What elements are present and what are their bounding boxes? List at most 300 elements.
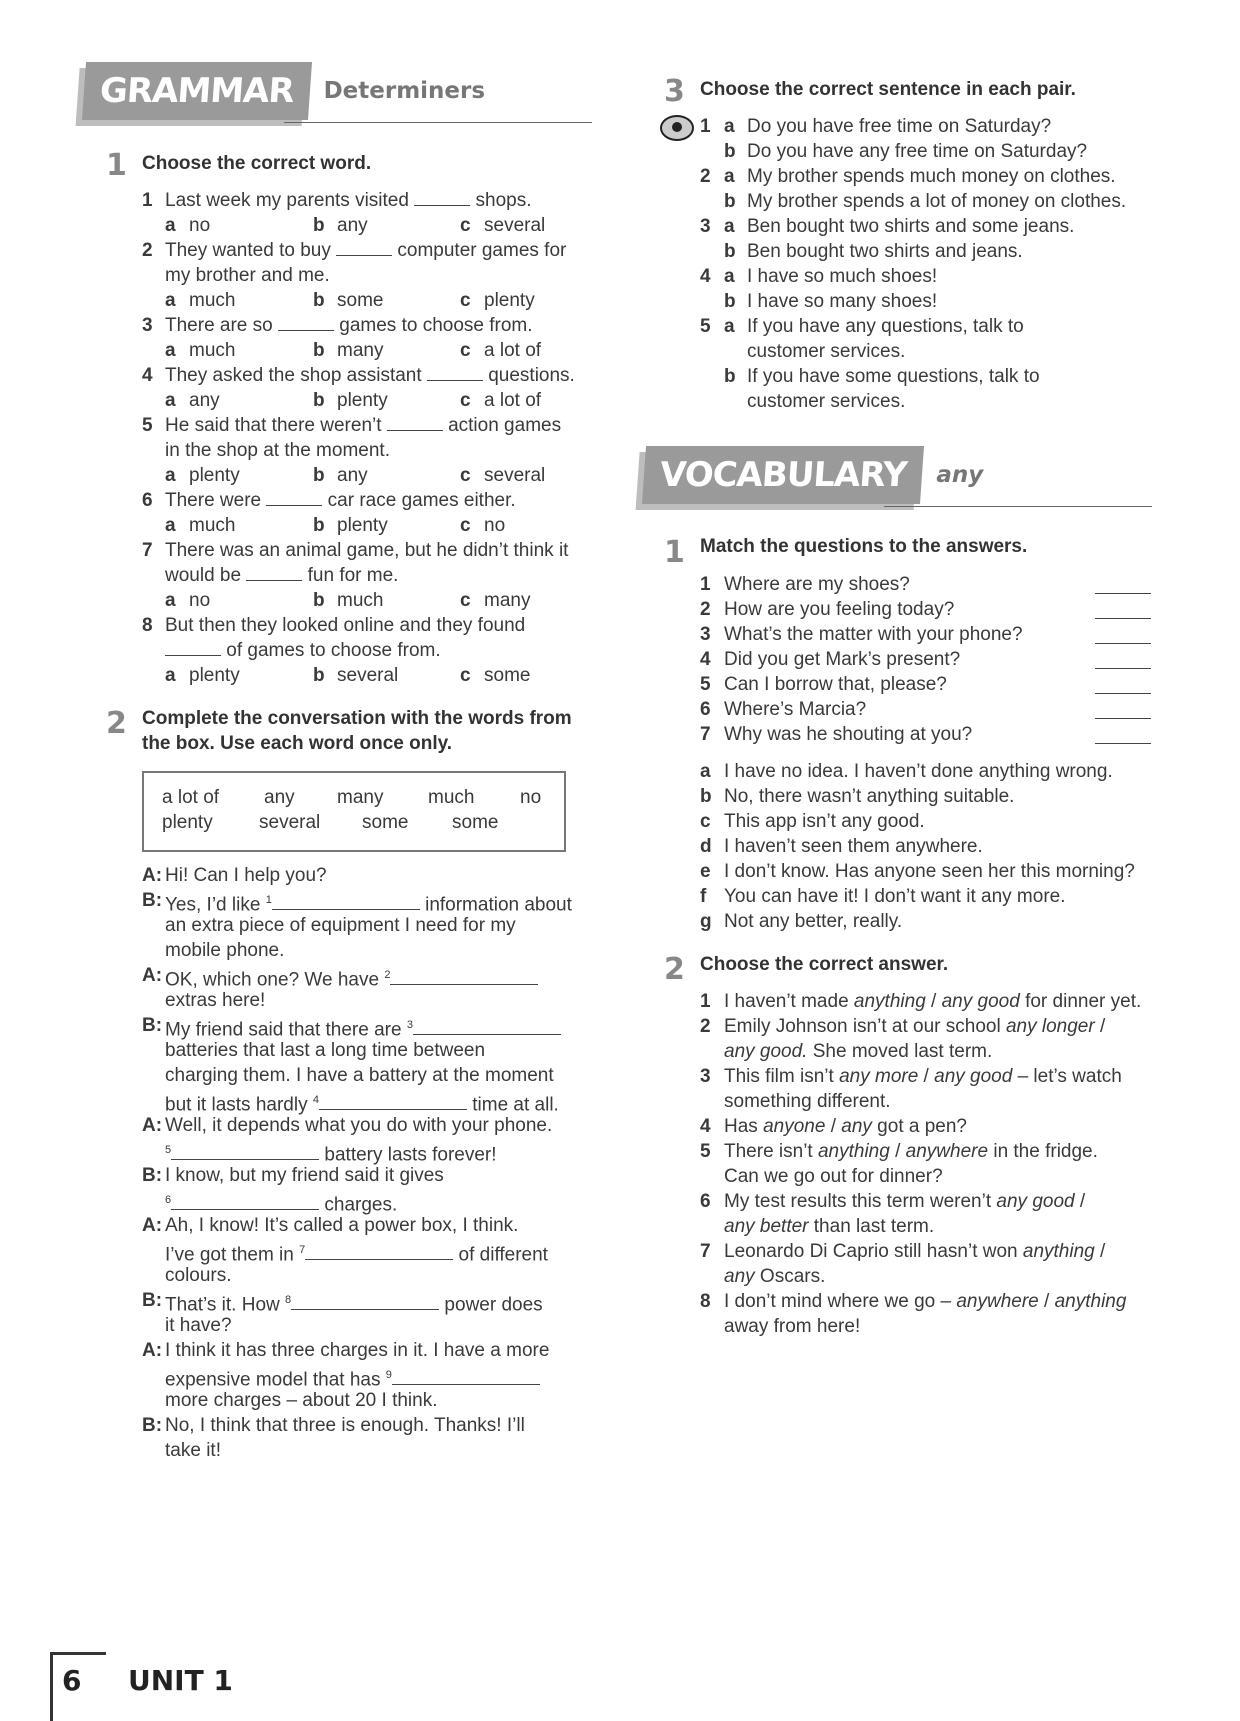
pair-letter: b [724, 291, 736, 312]
item-number: 5 [700, 1141, 711, 1162]
dialog-text: but it lasts hardly [165, 1094, 313, 1116]
choice-option[interactable]: any good [996, 1191, 1075, 1212]
option-letter: a [165, 465, 176, 486]
item-text: They asked the shop assistant [165, 365, 427, 386]
choice-option[interactable]: any [841, 1116, 872, 1137]
item-text: action games [448, 415, 562, 436]
answer-text: This app isn’t any good. [724, 811, 925, 832]
box-word: much [428, 787, 475, 808]
item-text: for dinner yet. [1019, 991, 1142, 1012]
pair-number: 5 [700, 316, 711, 337]
option-letter: c [460, 465, 471, 486]
grammar-ex1-number: 1 [106, 148, 127, 183]
choice-option[interactable]: anything [1054, 1291, 1127, 1312]
item-line [724, 1014, 1105, 1039]
item-7-number: 7 [142, 540, 153, 561]
speaker-label: B: [142, 1165, 163, 1186]
unit-label: UNIT 1 [128, 1664, 233, 1697]
option-letter: b [313, 290, 325, 311]
answer-blank[interactable] [171, 1144, 319, 1160]
item-text: computer games for [397, 240, 567, 261]
dialog-text: That’s it. How [165, 1294, 286, 1316]
grammar-ex2-number: 2 [106, 706, 127, 741]
option-letter: a [165, 215, 176, 236]
answer-blank[interactable] [171, 1194, 319, 1210]
item-number: 8 [700, 1291, 711, 1312]
answer-letter: f [700, 886, 707, 907]
pair-letter: a [724, 316, 735, 337]
answer-text: No, there wasn’t anything suitable. [724, 786, 1015, 807]
dialog-line [165, 1113, 552, 1138]
question-number: 2 [700, 599, 711, 620]
option-letter: b [313, 590, 325, 611]
answer-letter: g [700, 911, 712, 932]
choice-option[interactable]: anything [817, 1141, 890, 1162]
item-text: car race games either. [327, 490, 516, 511]
dialog-text: batteries that last a long time between [165, 1040, 486, 1061]
dialog-text: information about [419, 894, 572, 916]
item-text: There isn’t [724, 1141, 818, 1162]
question-text: Can I borrow that, please? [724, 674, 947, 695]
option-letter: b [313, 665, 325, 686]
answer-blank[interactable] [413, 1019, 561, 1035]
item-text: questions. [488, 365, 575, 386]
answer-blank[interactable] [305, 1244, 453, 1260]
option-b: plenty [337, 515, 388, 536]
dialog-text: Yes, I’d like [165, 894, 266, 916]
question-number: 3 [700, 624, 711, 645]
box-word: several [259, 812, 321, 833]
item-text: I haven’t made [724, 991, 854, 1012]
item-1-line [165, 188, 531, 213]
grammar-subtitle: Determiners [323, 78, 486, 104]
sentence-option[interactable]: My brother spends a lot of money on clothes. [747, 191, 1127, 212]
footer-rule-horizontal [50, 1652, 106, 1655]
item-8-number: 8 [142, 615, 153, 636]
grammar-tag: GRAMMAR [82, 62, 312, 120]
pair-letter: a [724, 116, 735, 137]
item-text: He said that there weren’t [165, 415, 387, 436]
choice-option[interactable]: any good [941, 991, 1020, 1012]
dialog-line [165, 1413, 525, 1438]
dialog-text: Hi! Can I help you? [165, 865, 327, 886]
question-number: 7 [700, 724, 711, 745]
pair-letter: a [724, 216, 735, 237]
dialog-text: of different [453, 1244, 548, 1266]
dialog-text: Well, it depends what you do with your phone. [165, 1115, 553, 1136]
answer-blank[interactable] [272, 894, 420, 910]
gap-number: 4 [312, 1094, 319, 1106]
vocabulary-rule [884, 506, 1152, 507]
vocabulary-banner [644, 446, 983, 504]
option-letter: c [460, 590, 471, 611]
answer-letter: b [700, 786, 712, 807]
answer-blank[interactable] [427, 365, 483, 381]
choice-option[interactable]: anyone [763, 1116, 826, 1137]
answer-text: I haven’t seen them anywhere. [724, 836, 983, 857]
example-eye-icon [660, 115, 694, 141]
item-text: than last term. [808, 1216, 935, 1237]
item-text: Can we go out for dinner? [724, 1166, 943, 1187]
sentence-option[interactable]: If you have some questions, talk to [747, 366, 1040, 387]
choice-option[interactable]: anything [853, 991, 926, 1012]
item-text: / [825, 1116, 842, 1137]
item-text: / [1094, 1241, 1106, 1262]
choice-option[interactable]: anywhere [905, 1141, 989, 1162]
option-letter: b [313, 465, 325, 486]
dialog-text: it have? [165, 1315, 232, 1336]
speaker-label: A: [142, 965, 163, 986]
item-text: in the shop at the moment. [165, 440, 390, 461]
question-number: 6 [700, 699, 711, 720]
option-letter: a [165, 515, 176, 536]
answer-text: Not any better, really. [724, 911, 903, 932]
item-text: / [1074, 1191, 1086, 1212]
dialog-line [165, 1063, 554, 1088]
option-letter: b [313, 215, 325, 236]
choice-option[interactable]: any more [839, 1066, 919, 1087]
box-word: some [452, 812, 499, 833]
vocabulary-tag: VOCABULARY [642, 446, 924, 504]
item-line [724, 1239, 1105, 1264]
dialog-line [165, 913, 516, 938]
page-number: 6 [62, 1664, 82, 1697]
option-a: much [189, 515, 236, 536]
item-8-line [165, 638, 441, 663]
item-line [724, 1289, 1126, 1314]
grammar-ex2-title-line2: the box. Use each word once only. [142, 733, 453, 754]
dialog-text: mobile phone. [165, 940, 285, 961]
match-answer-blank[interactable] [1095, 718, 1151, 719]
dialog-text: an extra piece of equipment I need for my [165, 915, 516, 936]
speaker-label: A: [142, 1115, 163, 1136]
question-text: Why was he shouting at you? [724, 724, 973, 745]
answer-letter: e [700, 861, 711, 882]
item-5-number: 5 [142, 415, 153, 436]
dialog-text: charges. [319, 1194, 398, 1216]
item-line [724, 1264, 825, 1289]
option-b: much [337, 590, 384, 611]
option-a: no [189, 590, 211, 611]
item-text: This film isn’t [724, 1066, 840, 1087]
question-number: 4 [700, 649, 711, 670]
item-text: Has [724, 1116, 764, 1137]
item-text: / [1038, 1291, 1055, 1312]
sentence-option[interactable]: My brother spends much money on clothes. [747, 166, 1116, 187]
choice-option[interactable]: any good [934, 1066, 1013, 1087]
item-4-number: 4 [142, 365, 153, 386]
item-text: Emily Johnson isn’t at our school [724, 1016, 1006, 1037]
gap-number: 3 [406, 1019, 413, 1031]
answer-blank[interactable] [319, 1094, 467, 1110]
option-letter: a [165, 390, 176, 411]
item-number: 1 [700, 991, 711, 1012]
answer-letter: a [700, 761, 711, 782]
answer-blank[interactable] [336, 240, 392, 256]
grammar-rule [284, 122, 592, 123]
dialog-line [165, 938, 284, 963]
option-letter: c [460, 515, 471, 536]
match-answer-blank[interactable] [1095, 743, 1151, 744]
option-a: much [189, 290, 236, 311]
gap-number: 1 [265, 894, 272, 906]
pair-letter: a [724, 266, 735, 287]
box-word: a lot of [162, 787, 220, 808]
answer-blank[interactable] [414, 190, 470, 206]
match-answer-blank[interactable] [1095, 668, 1151, 669]
dialog-text: No, I think that three is enough. Thanks! I’ll [165, 1415, 525, 1436]
pair-letter: a [724, 166, 735, 187]
dialog-text: take it! [165, 1440, 221, 1461]
dialog-text: extras here! [165, 990, 266, 1011]
dialog-line [165, 1038, 485, 1063]
choice-option[interactable]: anywhere [956, 1291, 1039, 1312]
box-word: no [520, 787, 542, 808]
gap-number: 8 [285, 1294, 292, 1306]
choice-option[interactable]: any good. [724, 1041, 808, 1062]
answer-blank[interactable] [278, 315, 334, 331]
question-text: How are you feeling today? [724, 599, 955, 620]
item-2-line [165, 238, 566, 263]
item-text: They wanted to buy [165, 240, 337, 261]
box-word: many [337, 787, 384, 808]
option-a: plenty [189, 465, 240, 486]
dialog-line [165, 1388, 438, 1413]
answer-blank[interactable] [246, 565, 302, 581]
speaker-label: B: [142, 1290, 163, 1311]
item-text: – let’s watch [1012, 1066, 1122, 1087]
sentence-option[interactable]: If you have any questions, talk to [747, 316, 1024, 337]
dialog-line [165, 1313, 232, 1338]
item-text: in the fridge. [988, 1141, 1098, 1162]
item-number: 2 [700, 1016, 711, 1037]
pair-letter: b [724, 141, 736, 162]
choice-option[interactable]: any better [724, 1216, 809, 1237]
option-b: many [337, 340, 384, 361]
option-b: any [337, 465, 368, 486]
item-text: something different. [724, 1091, 891, 1112]
item-line [724, 1039, 992, 1064]
answer-letter: c [700, 811, 711, 832]
sentence-option[interactable]: Ben bought two shirts and jeans. [747, 241, 1023, 262]
option-letter: a [165, 290, 176, 311]
pair-number: 2 [700, 166, 711, 187]
dialog-line [165, 1213, 518, 1238]
question-text: Where are my shoes? [724, 574, 910, 595]
question-text: Did you get Mark’s present? [724, 649, 961, 670]
dialog-line [165, 863, 327, 888]
item-text: She moved last term. [807, 1041, 993, 1062]
dialog-text: Ah, I know! It’s called a power box, I think. [165, 1215, 519, 1236]
item-7-line [165, 563, 398, 588]
item-text: / [1094, 1016, 1106, 1037]
pair-number: 3 [700, 216, 711, 237]
item-number: 7 [700, 1241, 711, 1262]
option-c: a lot of [484, 340, 542, 361]
box-word: some [362, 812, 409, 833]
sentence-option[interactable]: I have so many shoes! [747, 291, 938, 312]
option-c: several [484, 465, 546, 486]
option-letter: c [460, 390, 471, 411]
option-b: plenty [337, 390, 388, 411]
item-text: / [918, 1066, 935, 1087]
dialog-line [165, 1338, 549, 1363]
item-line [724, 1314, 860, 1339]
option-c: plenty [484, 290, 535, 311]
option-c: many [484, 590, 531, 611]
vocab-ex1-title: Match the questions to the answers. [700, 536, 1028, 557]
box-word: any [264, 787, 295, 808]
grammar-ex3-title: Choose the correct sentence in each pair. [700, 79, 1076, 100]
dialog-text: I know, but my friend said it gives [165, 1165, 444, 1186]
dialog-text: battery lasts forever! [319, 1144, 497, 1166]
item-text: There was an animal game, but he didn’t think it [165, 540, 569, 561]
answer-text: I don’t know. Has anyone seen her this morning? [724, 861, 1135, 882]
pair-letter: b [724, 241, 736, 262]
option-b: some [337, 290, 384, 311]
sentence-option[interactable]: Do you have free time on Saturday? [747, 116, 1052, 137]
match-answer-blank[interactable] [1095, 618, 1151, 619]
question-number: 5 [700, 674, 711, 695]
answer-blank[interactable] [390, 969, 538, 985]
item-line [724, 1064, 1122, 1089]
dialog-line [165, 1438, 221, 1463]
choice-option[interactable]: any [724, 1266, 755, 1287]
option-letter: b [313, 340, 325, 361]
dialog-text: charging them. I have a battery at the moment [165, 1065, 554, 1086]
question-text: What’s the matter with your phone? [724, 624, 1023, 645]
answer-blank[interactable] [165, 640, 221, 656]
item-text: games to choose from. [339, 315, 533, 336]
item-3-line [165, 313, 533, 338]
item-text: Oscars. [754, 1266, 826, 1287]
sentence-option[interactable]: Do you have any free time on Saturday? [747, 141, 1088, 162]
item-text: / [925, 991, 942, 1012]
item-line [724, 1114, 967, 1139]
match-answer-blank[interactable] [1095, 693, 1151, 694]
vocabulary-subtitle: any [936, 462, 984, 488]
choice-option[interactable]: any longer [1005, 1016, 1095, 1037]
option-letter: c [460, 290, 471, 311]
option-letter: c [460, 340, 471, 361]
dialog-text: more charges – about 20 I think. [165, 1390, 438, 1411]
item-6-number: 6 [142, 490, 153, 511]
vocab-ex2-number: 2 [664, 952, 685, 987]
gap-number: 7 [299, 1244, 306, 1256]
item-6-line [165, 488, 516, 513]
item-text: There were [165, 490, 267, 511]
pair-number: 1 [700, 116, 711, 137]
option-letter: c [460, 215, 471, 236]
option-b: several [337, 665, 399, 686]
item-5-line [165, 413, 561, 438]
match-answer-blank[interactable] [1095, 593, 1151, 594]
grammar-ex3-number: 3 [664, 74, 685, 109]
item-text: fun for me. [307, 565, 399, 586]
answer-blank[interactable] [291, 1294, 439, 1310]
answer-blank[interactable] [387, 415, 443, 431]
speaker-label: B: [142, 1015, 163, 1036]
question-number: 1 [700, 574, 711, 595]
option-letter: c [460, 665, 471, 686]
item-text: would be [165, 565, 247, 586]
vocab-ex1-number: 1 [664, 535, 685, 570]
gap-number: 9 [385, 1369, 392, 1381]
gap-number: 6 [165, 1194, 172, 1206]
item-text: got a pen? [871, 1116, 967, 1137]
item-4-line [165, 363, 575, 388]
dialog-line [165, 1163, 444, 1188]
item-text: But then they looked online and they found [165, 615, 526, 636]
item-text: away from here! [724, 1316, 861, 1337]
item-text: my brother and me. [165, 265, 330, 286]
item-7-line [165, 538, 568, 563]
speaker-label: B: [142, 890, 163, 911]
speaker-label: A: [142, 865, 163, 886]
answer-blank[interactable] [392, 1369, 540, 1385]
sentence-option[interactable]: I have so much shoes! [747, 266, 938, 287]
item-line [724, 1089, 891, 1114]
item-number: 4 [700, 1116, 711, 1137]
option-letter: a [165, 665, 176, 686]
option-c: some [484, 665, 531, 686]
item-text: Last week my parents visited [165, 190, 415, 211]
answer-blank[interactable] [266, 490, 322, 506]
item-8-line [165, 613, 525, 638]
answer-text: I have no idea. I haven’t done anything wrong. [724, 761, 1113, 782]
item-5-line [165, 438, 390, 463]
question-text: Where’s Marcia? [724, 699, 867, 720]
item-2-number: 2 [142, 240, 153, 261]
grammar-banner [84, 62, 485, 120]
option-a: plenty [189, 665, 240, 686]
option-a: much [189, 340, 236, 361]
match-answer-blank[interactable] [1095, 643, 1151, 644]
item-text: I don’t mind where we go – [724, 1291, 957, 1312]
dialog-text: I’ve got them in [165, 1244, 300, 1266]
option-a: no [189, 215, 211, 236]
grammar-ex2-title-line1: Complete the conversation with the words from [142, 708, 572, 729]
pair-letter: b [724, 191, 736, 212]
item-text: Leonardo Di Caprio still hasn’t won [724, 1241, 1023, 1262]
item-number: 3 [700, 1066, 711, 1087]
gap-number: 2 [384, 969, 391, 981]
option-c: no [484, 515, 506, 536]
dialog-text: time at all. [466, 1094, 559, 1116]
item-line [724, 1164, 943, 1189]
item-2-line [165, 263, 330, 288]
pair-number: 4 [700, 266, 711, 287]
vocab-ex2-title: Choose the correct answer. [700, 954, 949, 975]
sentence-option: customer services. [747, 341, 906, 362]
sentence-option[interactable]: Ben bought two shirts and some jeans. [747, 216, 1075, 237]
item-text: of games to choose from. [226, 640, 441, 661]
footer-rule-vertical [50, 1652, 53, 1721]
dialog-line [165, 988, 265, 1013]
box-word: plenty [162, 812, 213, 833]
item-line [724, 1189, 1085, 1214]
dialog-text: expensive model that has [165, 1369, 386, 1391]
option-c: a lot of [484, 390, 542, 411]
option-b: any [337, 215, 368, 236]
grammar-ex1-title: Choose the correct word. [142, 153, 372, 174]
dialog-line [165, 1263, 232, 1288]
dialog-text: My friend said that there are [165, 1019, 407, 1041]
sentence-option: customer services. [747, 391, 906, 412]
option-letter: b [313, 515, 325, 536]
speaker-label: A: [142, 1340, 163, 1361]
choice-option[interactable]: anything [1022, 1241, 1095, 1262]
